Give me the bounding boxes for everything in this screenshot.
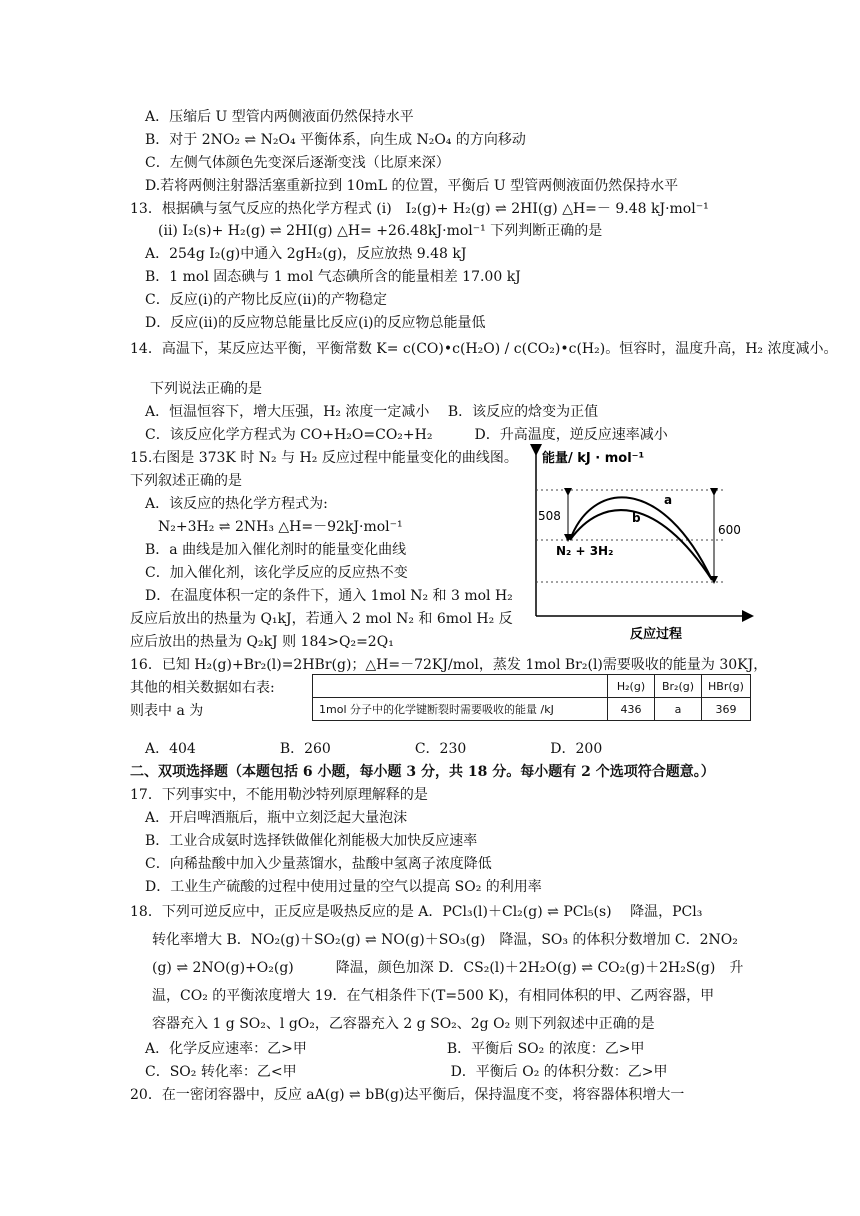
q16-stem: 16．已知 H₂(g)+Br₂(l)=2HBr(g)；△H=－72KJ/mol，蒸发 1mol Br₂(l)需要吸收的能量为 30KJ， — [130, 657, 768, 673]
q17-option-d: D．工业生产硫酸的过程中使用过量的空气以提高 SO₂ 的利用率 — [145, 879, 542, 895]
q18-line-3: (g) ⇌ 2NO(g)+O₂(g) 降温，颜色加深 D．CS₂(l)＋2H₂O(g) ⇌ CO₂(g)＋2H₂S(g) 升 — [152, 960, 744, 976]
q12-option-c: C．左侧气体颜色先变深后逐渐变浅（比原来深） — [145, 155, 450, 171]
table-cell: 369 — [702, 698, 751, 721]
value-508: 508 — [538, 509, 561, 523]
q15-option-d-2: 反应后放出的热量为 Q₁kJ，若通入 2 mol N₂ 和 6mol H₂ 反 — [130, 611, 513, 627]
q16-options: A．404 B．260 C．230 D．200 — [145, 741, 603, 757]
table-cell: a — [655, 698, 702, 721]
reactants-label: N₂ + 3H₂ — [556, 544, 614, 558]
q19-options-cd: C．SO₂ 转化率：乙<甲 D．平衡后 O₂ 的体积分数：乙>甲 — [145, 1064, 668, 1080]
q18-line-1: 18．下列可逆反应中，正反应是吸热反应的是 A．PCl₃(l)＋Cl₂(g) ⇌ PCl₅(s) 降温，PCl₃ — [130, 904, 703, 920]
q13-option-a: A．254g I₂(g)中通入 2gH₂(g)，反应放热 9.48 kJ — [145, 246, 467, 262]
q12-option-a: A．压缩后 U 型管内两侧液面仍然保持水平 — [145, 109, 414, 125]
table-cell: 436 — [608, 698, 655, 721]
table-header: H₂(g) — [608, 675, 655, 698]
energy-diagram — [512, 440, 758, 648]
q15-option-d: D．在温度体积一定的条件下，通入 1mol N₂ 和 3 mol H₂ — [145, 588, 513, 604]
q14-options-cd: C．该反应化学方程式为 CO+H₂O=CO₂+H₂ D．升高温度，逆反应速率减小 — [145, 427, 668, 443]
q13-option-b: B．1 mol 固态碘与 1 mol 气态碘所含的能量相差 17.00 kJ — [145, 269, 521, 285]
q15-stem-2: 下列叙述正确的是 — [130, 473, 242, 489]
section-2-heading: 二、双项选择题（本题包括 6 小题，每小题 3 分，共 18 分。每小题有 2 个选项符合题意。） — [130, 764, 715, 780]
table-header-row — [313, 675, 751, 698]
q19-options-ab: A．化学反应速率：乙>甲 B．平衡后 SO₂ 的浓度：乙>甲 — [145, 1041, 645, 1057]
q15-option-a: A．该反应的热化学方程式为: — [145, 496, 328, 512]
q17-option-b: B．工业合成氨时选择铁做催化剂能极大加快反应速率 — [145, 833, 478, 849]
q18-line-2: 转化率增大 B．NO₂(g)＋SO₂(g) ⇌ NO(g)＋SO₃(g) 降温，SO₃ 的体积分数增加 C．2NO₂ — [152, 932, 738, 948]
bond-energy-table — [312, 674, 751, 721]
curve-b-label: b — [632, 511, 641, 525]
q13-option-c: C．反应(i)的产物比反应(ii)的产物稳定 — [145, 292, 387, 308]
q16-stem-2: 其他的相关数据如右表: — [130, 680, 275, 696]
q12-option-d: D.若将两侧注射器活塞重新拉到 10mL 的位置，平衡后 U 型管两侧液面仍然保持水平 — [145, 178, 679, 194]
x-axis-label: 反应过程 — [630, 627, 683, 642]
q15-equation: N₂+3H₂ ⇌ 2NH₃ △H=－92kJ·mol⁻¹ — [158, 519, 403, 535]
q18-q19-line-4: 温，CO₂ 的平衡浓度增大 19．在气相条件下(T=500 K)，有相同体积的甲、乙两容器，甲 — [152, 988, 715, 1004]
q14-stem: 14．高温下，某反应达平衡，平衡常数 K= c(CO)•c(H₂O) / c(CO₂)•c(H₂)。恒容时，温度升高，H₂ 浓度减小。 — [130, 341, 838, 357]
value-600: 600 — [718, 523, 741, 537]
q17-option-c: C．向稀盐酸中加入少量蒸馏水，盐酸中氢离子浓度降低 — [145, 856, 492, 872]
curve-a-label: a — [664, 493, 673, 507]
table-row — [313, 698, 751, 721]
q12-option-b: B．对于 2NO₂ ⇌ N₂O₄ 平衡体系，向生成 N₂O₄ 的方向移动 — [145, 132, 526, 148]
q15-option-b: B．a 曲线是加入催化剂时的能量变化曲线 — [145, 542, 407, 558]
q20-stem: 20．在一密闭容器中，反应 aA(g) ⇌ bB(g)达平衡后，保持温度不变，将容器体积增大一 — [130, 1087, 685, 1103]
q17-option-a: A．开启啤酒瓶后，瓶中立刻泛起大量泡沫 — [145, 810, 408, 826]
q15-option-d-3: 应后放出的热量为 Q₂kJ 则 184>Q₂=2Q₁ — [130, 634, 394, 650]
q13-option-d: D．反应(ii)的反应物总能量比反应(i)的反应物总能量低 — [145, 315, 486, 331]
q15-option-c: C．加入催化剂，该化学反应的反应热不变 — [145, 565, 408, 581]
q17-stem: 17．下列事实中，不能用勒沙特列原理解释的是 — [130, 787, 428, 803]
q13-stem: 13．根据碘与氢气反应的热化学方程式 (i) I₂(g)+ H₂(g) ⇌ 2HI(g) △H=－ 9.48 kJ·mol⁻¹ — [130, 201, 709, 217]
y-axis-label: 能量/ kJ · mol⁻¹ — [542, 451, 645, 466]
q15-stem: 15.右图是 373K 时 N₂ 与 H₂ 反应过程中能量变化的曲线图。 — [130, 450, 518, 466]
curve-a — [570, 497, 712, 580]
q19-line-5: 容器充入 1 g SO₂、l gO₂，乙容器充入 2 g SO₂、2g O₂ 则下列叙述中正确的是 — [152, 1016, 655, 1032]
table-header: Br₂(g) — [655, 675, 702, 698]
q16-stem-3: 则表中 a 为 — [130, 703, 204, 719]
q14-options-ab: A．恒温恒容下，增大压强，H₂ 浓度一定减小 B．该反应的焓变为正值 — [145, 404, 599, 420]
q13-stem-2: (ii) I₂(s)+ H₂(g) ⇌ 2HI(g) △H= +26.48kJ·mol⁻¹ 下列判断正确的是 — [158, 223, 603, 239]
table-header: HBr(g) — [702, 675, 751, 698]
table-row-label: 1mol 分子中的化学键断裂时需要吸收的能量 /kJ — [313, 698, 608, 721]
q14-stem-2: 下列说法正确的是 — [150, 381, 262, 397]
